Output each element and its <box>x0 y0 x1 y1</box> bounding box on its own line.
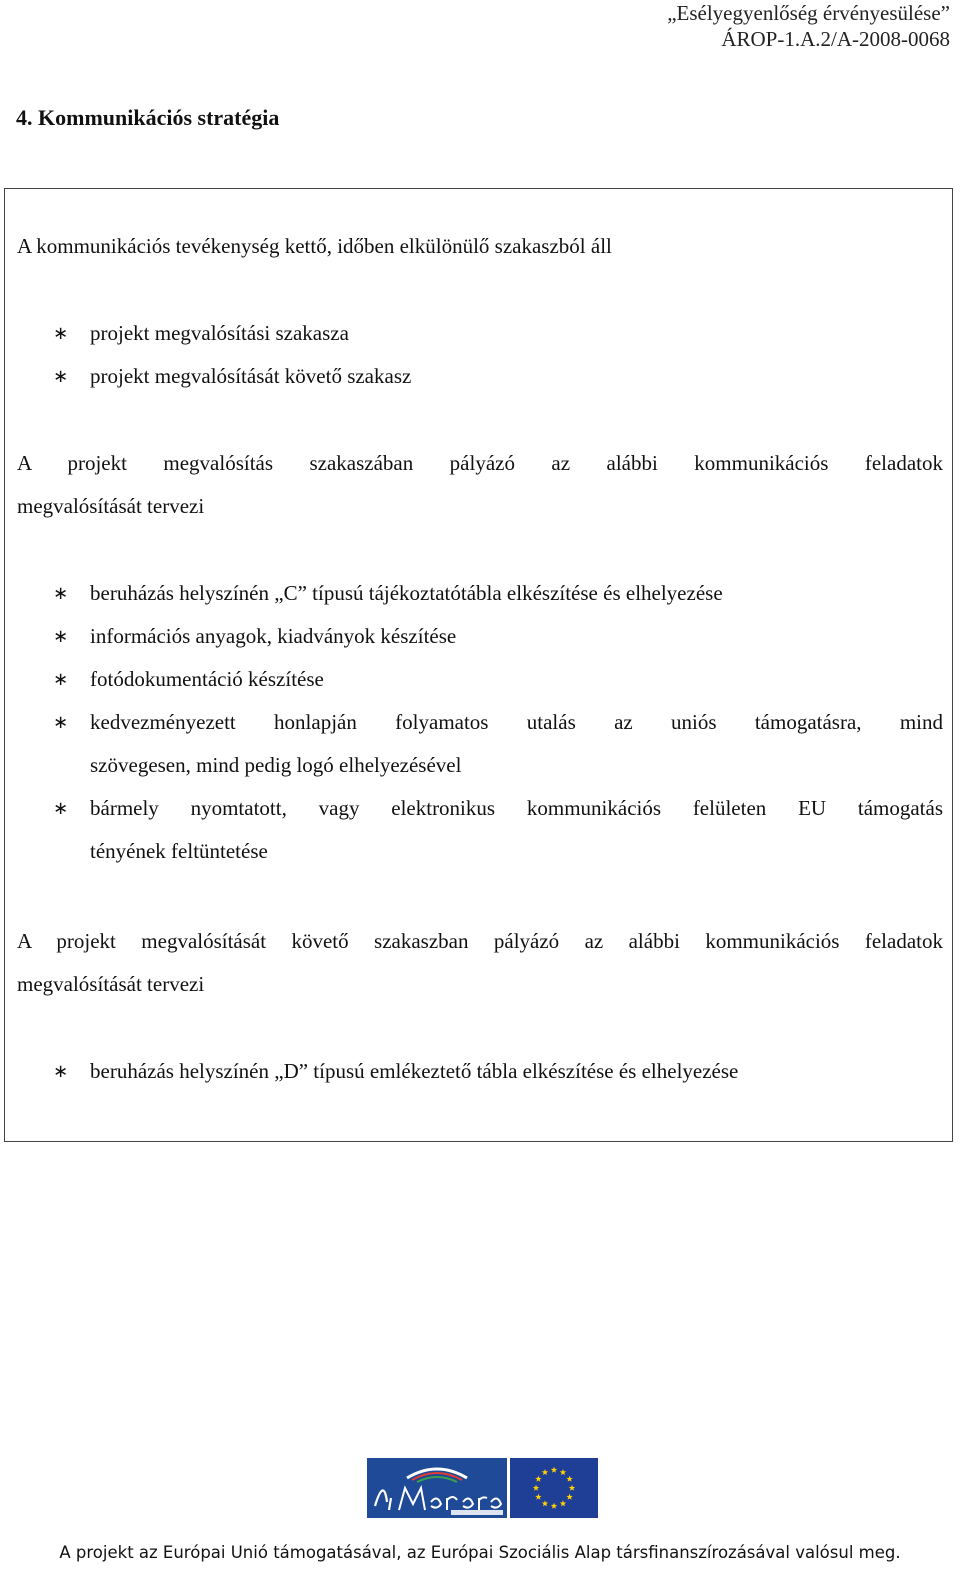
list-item-text <box>90 787 943 873</box>
funding-footer: A projekt az Európai Unió támogatásával, az Európai Szociális Alap társfinanszírozásával valósul meg. <box>59 1543 901 1562</box>
during-phase-intro-line1: A projekt megvalósítás szakaszában pályázó az alábbi kommunikációs feladatok <box>17 451 943 475</box>
header-project-code: ÁROP-1.A.2/A-2008-0068 <box>721 27 950 51</box>
list-item-text: információs anyagok, kiadványok készítése <box>90 624 457 648</box>
asterisk-bullet-icon: ∗ <box>53 583 69 604</box>
list-item-text-line1: bármely nyomtatott, vagy elektronikus kommunikációs felületen EU támogatás <box>90 796 943 820</box>
asterisk-bullet-icon: ∗ <box>53 323 69 344</box>
after-phase-intro <box>17 920 943 1006</box>
list-item-text-line2: szövegesen, mind pedig logó elhelyezésével <box>90 753 462 777</box>
list-item <box>5 1050 943 1093</box>
list-item-text: projekt megvalósítási szakasza <box>90 321 349 345</box>
document-header <box>667 0 950 52</box>
list-item <box>5 312 943 355</box>
strategy-box <box>4 188 953 1142</box>
uj-magyarorszag-logo-graphic <box>367 1458 507 1518</box>
uj-magyarorszag-logo-icon <box>367 1458 507 1518</box>
list-item-text: beruházás helyszínén „C” típusú tájékoztatótábla elkészítése és elhelyezése <box>90 581 723 605</box>
asterisk-bullet-icon: ∗ <box>53 798 69 819</box>
list-item-text-line1: kedvezményezett honlapján folyamatos utalás az uniós támogatásra, mind <box>90 710 943 734</box>
list-item <box>5 615 943 658</box>
funding-logos <box>367 1458 598 1518</box>
during-phase-intro-line2: megvalósítását tervezi <box>17 494 205 518</box>
after-task-list <box>5 1050 943 1093</box>
asterisk-bullet-icon: ∗ <box>53 712 69 733</box>
asterisk-bullet-icon: ∗ <box>53 1061 69 1082</box>
list-item <box>5 658 943 701</box>
during-phase-intro <box>17 442 943 528</box>
list-item-text: fotódokumentáció készítése <box>90 667 324 691</box>
list-item-text <box>90 701 943 787</box>
after-phase-intro-line1: A projekt megvalósítását követő szakaszban pályázó az alábbi kommunikációs feladatok <box>17 929 943 953</box>
list-item-text: beruházás helyszínén „D” típusú emlékeztető tábla elkészítése és elhelyezése <box>90 1059 739 1083</box>
header-project-name: „Esélyegyenlőség érvényesülése” <box>667 1 950 25</box>
after-phase-intro-line2: megvalósítását tervezi <box>17 972 205 996</box>
during-task-list <box>5 572 943 873</box>
intro-paragraph: A kommunikációs tevékenység kettő, időben elkülönülő szakaszból áll <box>17 234 612 258</box>
asterisk-bullet-icon: ∗ <box>53 669 69 690</box>
list-item <box>5 787 943 873</box>
list-item <box>5 572 943 615</box>
asterisk-bullet-icon: ∗ <box>53 366 69 387</box>
eu-flag-graphic <box>510 1458 598 1518</box>
asterisk-bullet-icon: ∗ <box>53 626 69 647</box>
list-item <box>5 355 943 398</box>
list-item-text-line2: tényének feltüntetése <box>90 839 268 863</box>
list-item-text: projekt megvalósítását követő szakasz <box>90 364 412 388</box>
list-item <box>5 701 943 787</box>
phase-list <box>5 312 943 398</box>
section-title: 4. Kommunikációs stratégia <box>16 105 280 130</box>
eu-flag-icon <box>510 1458 598 1518</box>
